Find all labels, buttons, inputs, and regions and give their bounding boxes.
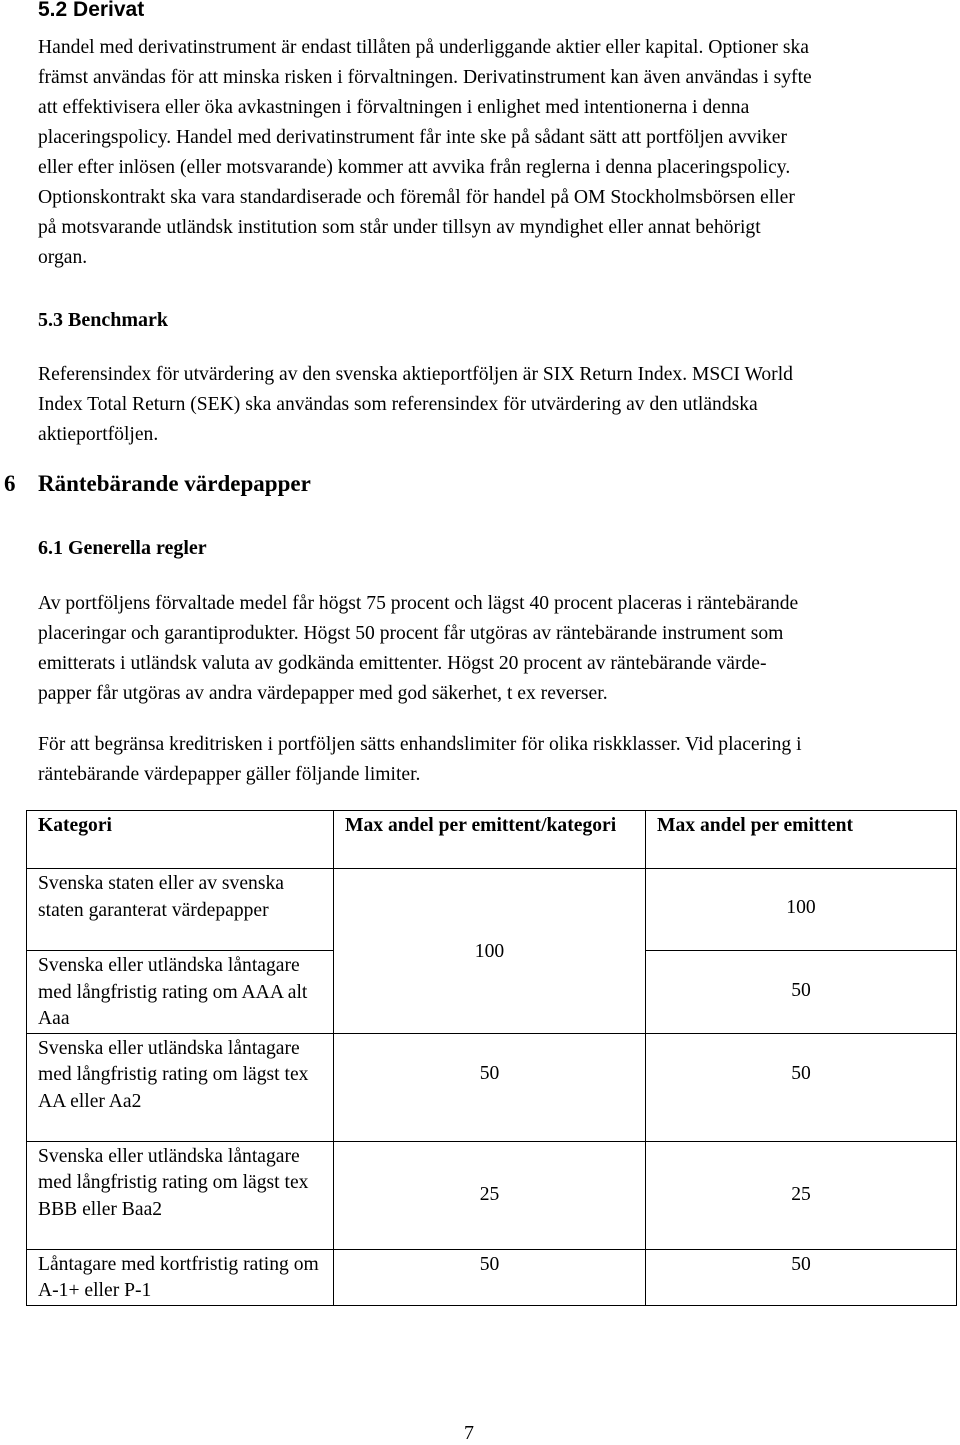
text-line: aktieportföljen. (38, 424, 159, 445)
per-emittent-cell: 50 (646, 1033, 957, 1141)
category-cell: Låntagare med kortfristig rating om A-1+ eller P-1 (27, 1249, 334, 1305)
paragraph-benchmark (38, 360, 793, 450)
category-cell: Svenska eller utländska låntagare med långfristig rating om lägst tex AA eller Aa2 (27, 1033, 334, 1141)
section-heading-6-1: 6.1 Generella regler (38, 537, 207, 559)
category-cell: Svenska eller utländska låntagare med långfristig rating om lägst tex BBB eller Baa2 (27, 1141, 334, 1249)
text-line: papper får utgöras av andra värdepapper med god säkerhet, t ex reverser. (38, 683, 608, 704)
category-cell: Svenska staten eller av svenska staten garanterat värdepapper (27, 869, 334, 951)
per-category-cell: 25 (334, 1141, 646, 1249)
text-line: emitterats i utländsk valuta av godkända emittenter. Högst 20 procent av räntebärande värde- (38, 653, 767, 674)
text-line: Optionskontrakt ska vara standardiserade och föremål för handel på OM Stockholmsbörsen eller (38, 187, 795, 208)
section-heading-5-3: 5.3 Benchmark (38, 309, 168, 331)
paragraph-general-rules (38, 589, 798, 709)
header-max-per-emittent-category: Max andel per emittent/kategori (334, 811, 646, 869)
table-row (27, 869, 957, 951)
per-category-cell: 50 (334, 1033, 646, 1141)
text-line: Referensindex för utvärdering av den svenska aktieportföljen är SIX Return Index. MSCI World (38, 364, 793, 385)
text-line: att effektivisera eller öka avkastningen i förvaltningen i enlighet med intentionerna i denna (38, 97, 750, 118)
text-line: För att begränsa kreditrisken i portföljen sätts enhandslimiter för olika riskklasser. Vid placering i (38, 734, 802, 755)
per-emittent-cell: 50 (646, 1249, 957, 1305)
text-line: Index Total Return (SEK) ska användas som referensindex för utvärdering av den utländska (38, 394, 758, 415)
text-line: räntebärande värdepapper gäller följande limiter. (38, 764, 421, 785)
per-emittent-cell: 100 (646, 869, 957, 951)
chapter-number: 6 (4, 471, 16, 496)
text-line: på motsvarande utländsk institution som står under tillsyn av myndighet eller annat behörigt (38, 217, 761, 238)
text-line: Handel med derivatinstrument är endast tillåten på underliggande aktier eller kapital. Optioner ska (38, 37, 809, 58)
paragraph-credit-limits (38, 730, 802, 790)
per-category-cell: 100 (334, 869, 646, 1034)
text-line: Av portföljens förvaltade medel får högst 75 procent och lägst 40 procent placeras i räntebärande (38, 593, 799, 614)
table-row (27, 1141, 957, 1249)
chapter-heading: Räntebärande värdepapper (38, 471, 311, 496)
paragraph-derivat (38, 33, 812, 273)
per-category-cell: 50 (334, 1249, 646, 1305)
section-heading-5-2: 5.2 Derivat (38, 0, 145, 21)
text-line: placeringspolicy. Handel med derivatinstrument får inte ske på sådant sätt att portföljen avviker (38, 127, 788, 148)
header-max-per-emittent: Max andel per emittent (646, 811, 957, 869)
limits-table (26, 810, 957, 1306)
table-row (27, 1249, 957, 1305)
text-line: placeringar och garantiprodukter. Högst 50 procent får utgöras av räntebärande instrument som (38, 623, 784, 644)
header-category: Kategori (27, 811, 334, 869)
category-cell: Svenska eller utländska låntagare med långfristig rating om AAA alt Aaa (27, 951, 334, 1034)
per-emittent-cell: 25 (646, 1141, 957, 1249)
table-row (27, 1033, 957, 1141)
per-emittent-cell: 50 (646, 951, 957, 1034)
page-number: 7 (464, 1422, 474, 1444)
table-header-row (27, 811, 957, 869)
text-line: organ. (38, 247, 88, 268)
text-line: främst användas för att minska risken i förvaltningen. Derivatinstrument kan även användas i syfte (38, 67, 812, 88)
text-line: eller efter inlösen (eller motsvarande) kommer att avvika från reglerna i denna placeringspolicy. (38, 157, 791, 178)
